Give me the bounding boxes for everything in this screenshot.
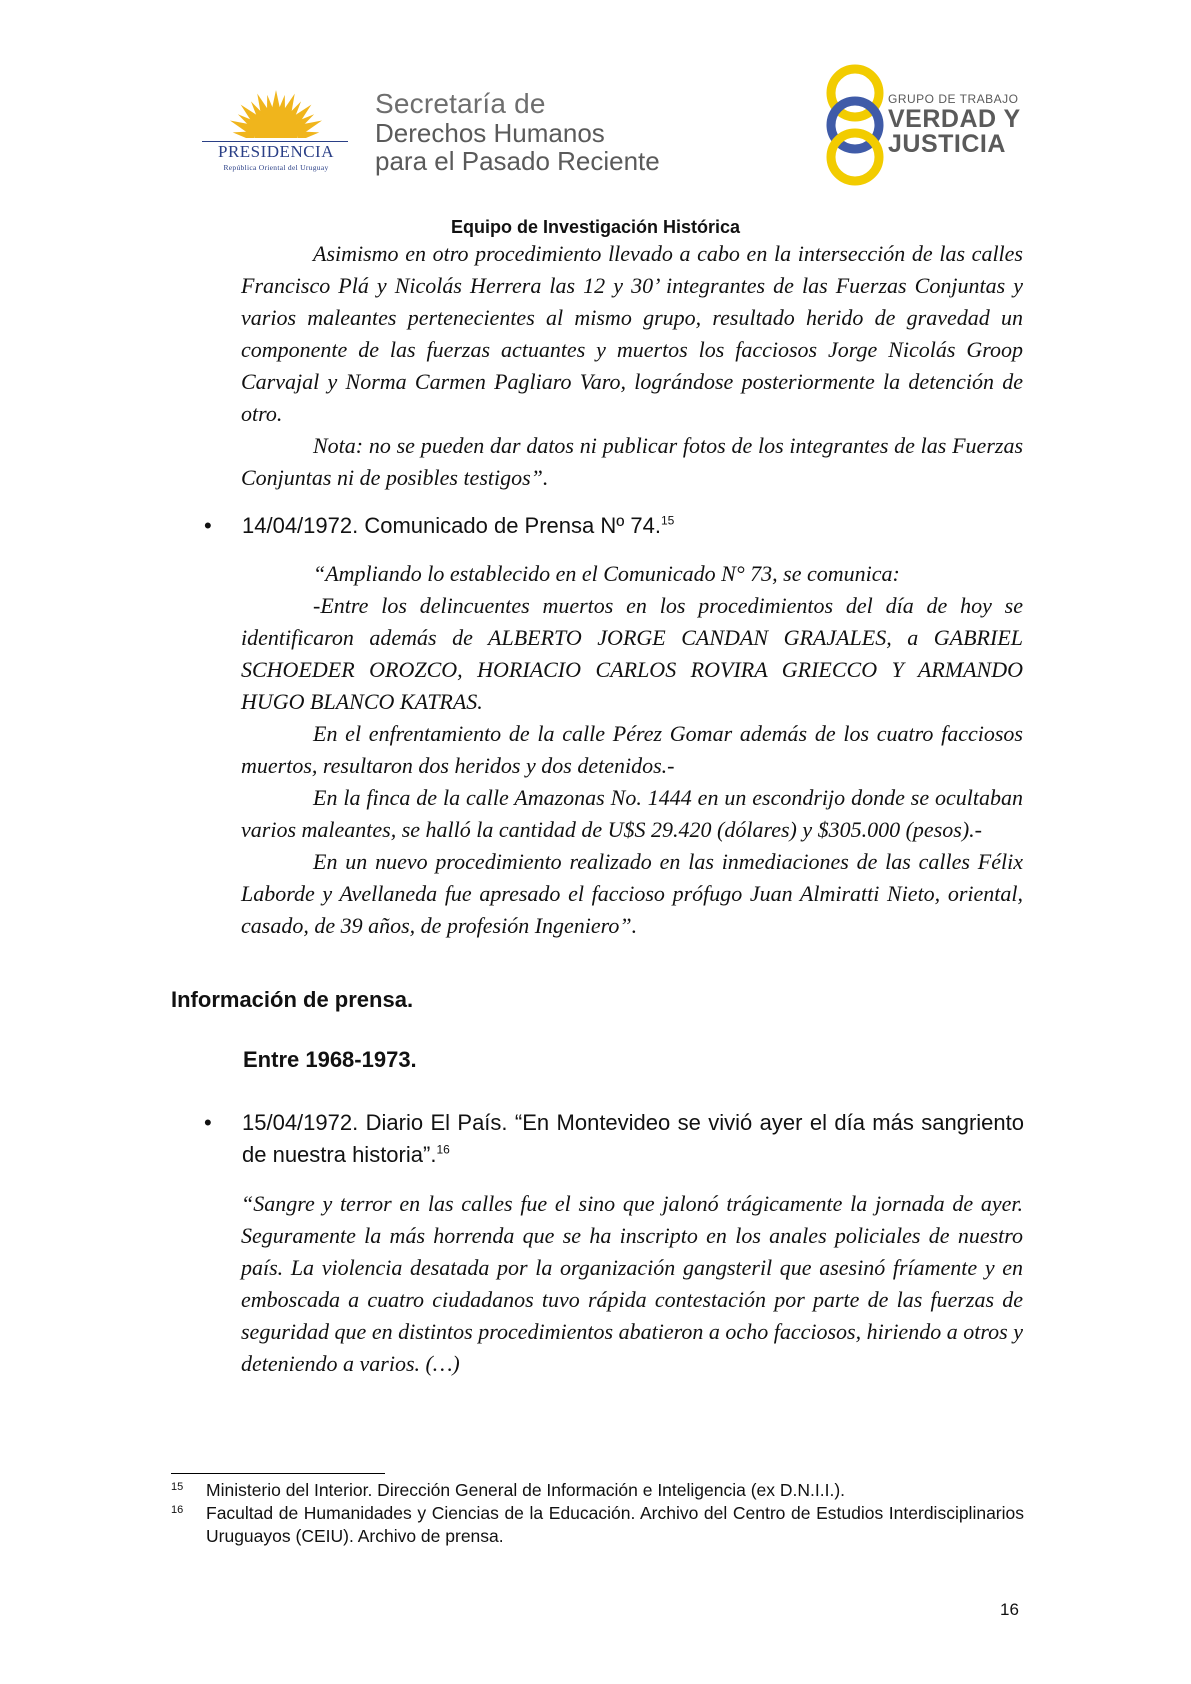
bullet-icon: •: [204, 513, 212, 538]
justicia-label: JUSTICIA: [888, 130, 1006, 158]
grupo-trabajo-label: GRUPO DE TRABAJO: [888, 92, 1019, 106]
page-number: 16: [1000, 1600, 1019, 1619]
footnote-ref: 15: [660, 513, 675, 528]
footnote-text: Facultad de Humanidades y Ciencias de la Educación. Archivo del Centro de Estudios Interdisciplinarios Uruguayos (CEIU). Archivo de prensa.: [206, 1503, 1024, 1546]
quote-paragraph: “Sangre y terror en las calles fue el sino que jalonó trágicamente la jornada de ayer. Seguramente la más horrenda que se ha inscripto en los anales policiales de nuestro país. La violencia desatada por la organización gangsteril que asesinó fríamente y en emboscada a cuatro ciudadanos tuvo rápida contestación por parte de las fuerzas de seguridad que en distintos procedimientos abatieron a ocho facciosos, hiriendo a otros y deteniendo a varios. (…): [241, 1191, 1023, 1376]
team-title: Equipo de Investigación Histórica: [450, 217, 741, 237]
bullet-item-comunicado-74: [204, 510, 1024, 544]
bullet-text: [242, 510, 1024, 542]
presidencia-label: PRESIDENCIA: [217, 142, 334, 161]
republica-label: República Oriental del Uruguay: [223, 163, 329, 172]
footnote-number: 16: [171, 1504, 184, 1516]
quote-block-3: [241, 1188, 1023, 1380]
footnote-16: [171, 1502, 1024, 1548]
secretaria-line-1: Secretaría de: [375, 88, 546, 119]
quote-paragraph: Asimismo en otro procedimiento llevado a cabo en la intersección de las calles Francisco Plá y Nicolás Herrera las 12 y 30’ integrantes de las Fuerzas Conjuntas y varios maleantes pertenecientes al mismo grupo, resultado herido de gravedad un componente de las fuerzas actuantes y muertos los facciosos Jorge Nicolás Groop Carvajal y Norma Carmen Pagliaro Varo, lográndose posteriormente la detención de otro.: [241, 241, 1023, 426]
secretaria-logo-text: [375, 89, 660, 175]
quote-paragraph: Nota: no se pueden dar datos ni publicar fotos de los integrantes de las Fuerzas Conjuntas ni de posibles testigos”.: [241, 433, 1023, 490]
bullet-item-el-pais: [204, 1107, 1024, 1173]
grupo-trabajo-logo-text: [888, 92, 1021, 157]
secretaria-line-3: para el Pasado Reciente: [375, 146, 660, 176]
quote-block-1: [241, 238, 1023, 494]
footnote-ref: 16: [436, 1142, 450, 1157]
bullet-text: [242, 1107, 1024, 1171]
quote-paragraph: En un nuevo procedimiento realizado en las inmediaciones de las calles Félix Laborde y Avellaneda fue apresado el faccioso prófugo Juan Almiratti Nieto, oriental, casado, de 39 años, de profesión Ingeniero”.: [241, 849, 1023, 938]
verdad-justicia-rings-logo: [810, 63, 900, 188]
section-heading: Información de prensa.: [171, 987, 414, 1012]
sub-heading: Entre 1968-1973.: [243, 1047, 417, 1072]
footnote-15: [171, 1479, 1024, 1502]
quote-paragraph: En el enfrentamiento de la calle Pérez Gomar además de los cuatro facciosos muertos, resultaron dos heridos y dos detenidos.-: [241, 721, 1023, 778]
secretaria-line-2: Derechos Humanos: [375, 118, 605, 148]
quote-paragraph: En la finca de la calle Amazonas No. 1444 en un escondrijo donde se ocultaban varios maleantes, se halló la cantidad de U$S 29.420 (dólares) y $305.000 (pesos).-: [241, 785, 1023, 842]
bullet-icon: •: [204, 1110, 212, 1135]
bullet-label: 15/04/1972. Diario El País. “En Montevideo se vivió ayer el día más sangriento de nuestra historia”.: [242, 1110, 1024, 1167]
quote-paragraph: -Entre los delincuentes muertos en los procedimientos del día de hoy se identificaron además de ALBERTO JORGE CANDAN GRAJALES, a GABRIEL SCHOEDER OROZCO, HORIACIO CARLOS ROVIRA GRIECCO Y ARMANDO HUGO BLANCO KATRAS.: [241, 593, 1023, 714]
quote-block-2: [241, 558, 1023, 942]
footnote-number: 15: [171, 1481, 184, 1493]
footnote-separator: [171, 1473, 385, 1474]
bullet-label: 14/04/1972. Comunicado de Prensa Nº 74.: [242, 513, 661, 538]
quote-paragraph: “Ampliando lo establecido en el Comunicado N° 73, se comunica:: [313, 561, 900, 586]
footnote-text: Ministerio del Interior. Dirección General de Información e Inteligencia (ex D.N.I.I.).: [206, 1480, 846, 1500]
verdad-label: VERDAD Y: [888, 105, 1021, 133]
